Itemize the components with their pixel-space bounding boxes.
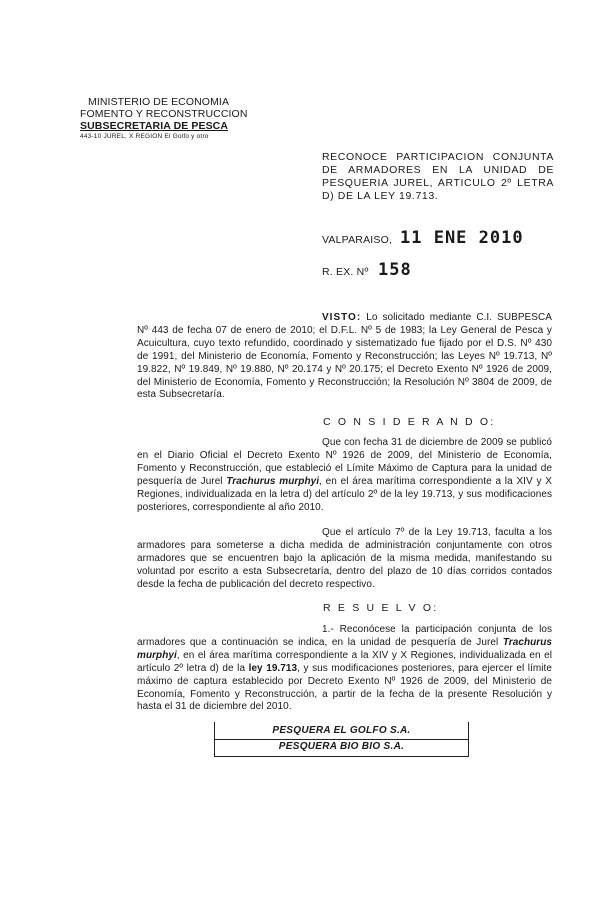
subsecretaria-line: SUBSECRETARIA DE PESCA — [80, 120, 229, 132]
law-reference: ley 19.713 — [248, 662, 298, 674]
considerando-paragraph-2 — [137, 527, 552, 592]
visto-paragraph — [137, 312, 552, 402]
considerando-text-2: Que el artículo 7º de la Ley 19.713, faculta a los armadores para someterse a dicha medida de administración conjuntamente con otros armadores que se encuentren bajo la aplicación de la misma medida, manifestando su voluntad por escrito a esta Subsecretaría, dentro del plazo de 10 días corridos contados desde la fecha de publicación del decreto respectivo. — [137, 527, 552, 590]
place-label: VALPARAISO, — [322, 234, 393, 246]
resolution-label: R. EX. Nº — [322, 266, 369, 278]
considerando-heading: C O N S I D E R A N D O: — [323, 416, 496, 428]
species-name-1: Trachurus murphyi — [226, 475, 320, 487]
file-reference: 443-10 JUREL, X REGION El Golfo y otro — [80, 133, 209, 140]
visto-label: VISTO: — [322, 312, 362, 323]
document-subject: RECONOCE PARTICIPACION CONJUNTA DE ARMADORES EN LA UNIDAD DE PESQUERIA JUREL, ARTICULO 2º LETRA D) DE LA LEY 19.713. — [322, 151, 554, 202]
firm-row-1: PESQUERA EL GOLFO S.A. — [272, 725, 411, 736]
firms-table — [214, 722, 469, 757]
firm-row-2: PESQUERA BIO BIO S.A. — [278, 741, 405, 752]
ministry-line-1: MINISTERIO DE ECONOMIA — [88, 96, 230, 108]
resolution-number: 158 — [378, 260, 412, 280]
issue-date: 11 ENE 2010 — [400, 228, 524, 248]
resuelvo-heading: R E S U E L V O: — [323, 602, 439, 614]
firm-divider — [215, 739, 468, 740]
visto-text: Lo solicitado mediante C.I. SUBPESCA Nº 443 de fecha 07 de enero de 2010; el D.F.L. Nº 5 de 1983; la Ley General de Pesca y Acuicultura, cuyo texto refundido, coordinado y sistematizado fue fijado por el D.S. Nº 430 de 1991, del Ministerio de Economía, Fomento y Reconstrucción; las Leyes Nº 19.713, Nº 19.822, Nº 19.849, Nº 19.880, Nº 20.174 y Nº 20.175; el Decreto Exento Nº 1926 de 2009, del Ministerio de Economía, Fomento y Reconstrucción; la Resolución Nº 3804 de 2009, de esta Subsecretaría. — [137, 312, 552, 401]
considerando-text-1b: , en el área marítima correspondiente a la XIV y X Regiones, individualizada en la letra d) del artículo 2º de la ley 19.713, y sus modificaciones posteriores, correspondiente al año 2010. — [137, 475, 552, 513]
resuelvo-text-a: 1.- Reconócese la participación conjunta de los armadores que a continuación se indica, en la unidad de pesquería de Jurel — [137, 624, 552, 648]
resuelvo-text-c: , y sus modificaciones posteriores, para ejercer el límite máximo de captura establecido por Decreto Exento Nº 1926 de 2009, del Ministerio de Economía, Fomento y Reconstrucción, a partir de la fecha de la presente Resolución y hasta el 31 de diciembre del 2010. — [137, 662, 552, 713]
considerando-paragraph-1 — [137, 437, 552, 514]
species-name-2: Trachurus murphyi — [137, 636, 552, 661]
ministry-line-2: FOMENTO Y RECONSTRUCCION — [80, 108, 248, 120]
resuelvo-text-b: , en el área marítima correspondiente a la XIV y X Regiones, individualizada en el artículo 2º letra d) de la — [137, 649, 552, 674]
considerando-text-1a: Que con fecha 31 de diciembre de 2009 se publicó en el Diario Oficial el Decreto Exento Nº 1926 de 2009, del Ministerio de Economía, Fomento y Reconstrucción, que estableció el Límite Máximo de Captura para la unidad de pesquería de Jurel — [137, 437, 552, 487]
resuelvo-item-1 — [137, 624, 552, 714]
